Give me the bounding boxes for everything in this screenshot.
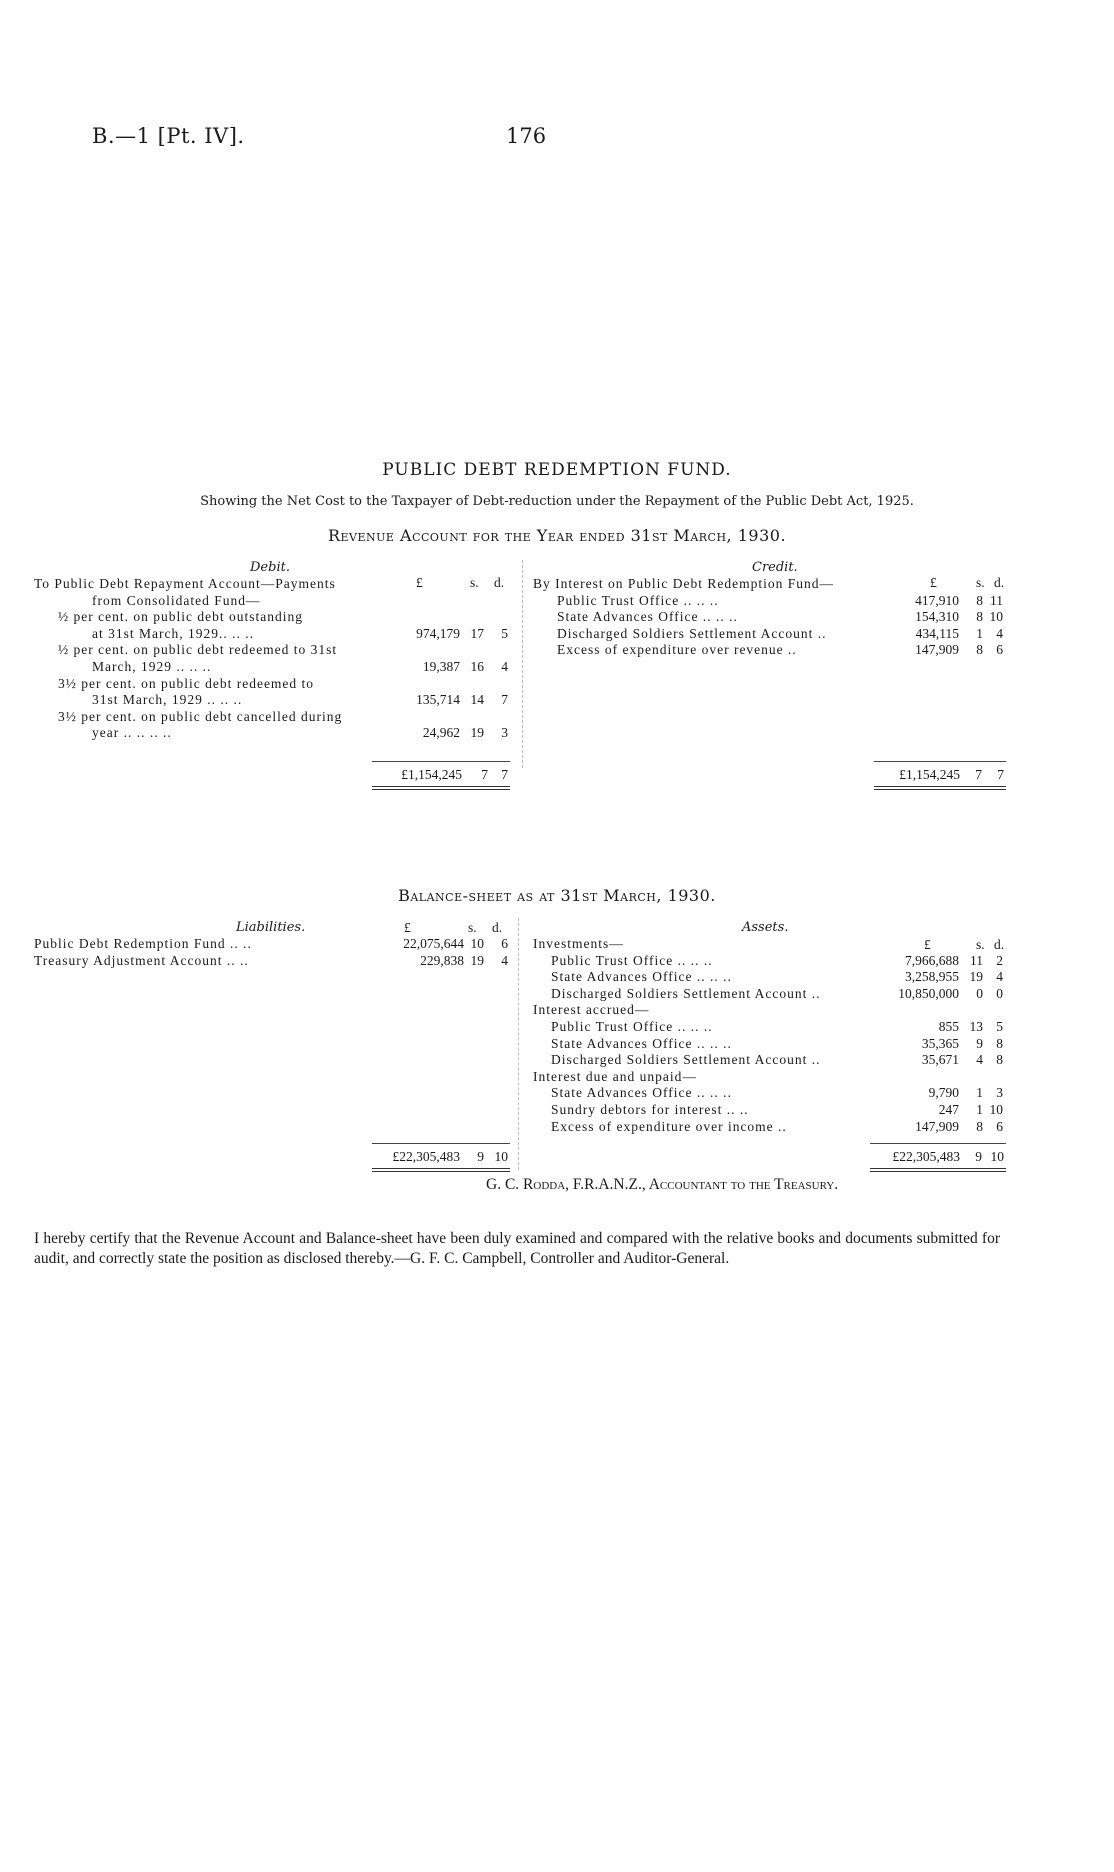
assets-heading: Assets. [742, 920, 789, 935]
ledger-line-text: Discharged Soldiers Settlement Account .. [551, 985, 821, 1001]
ledger-pence: 8 [996, 1035, 1003, 1051]
liabilities-pound-header: £ [404, 920, 411, 935]
credit-d-header: d. [994, 575, 1005, 590]
credit-total-s: 7 [975, 767, 982, 782]
ledger-pounds: 135,714 [416, 692, 460, 708]
ledger-shillings: 19 [470, 725, 484, 741]
ledger-shillings: 8 [976, 1118, 983, 1134]
assets-total-d: 10 [990, 1149, 1004, 1164]
ledger-pounds: 22,075,644 [403, 936, 464, 951]
ledger-line-text: Public Debt Redemption Fund .. .. [34, 936, 252, 951]
assets-s-header: s. [976, 937, 985, 952]
ledger-line-text: from Consolidated Fund— [92, 592, 261, 608]
ledger-pounds: 19,387 [422, 659, 460, 674]
ledger-line-text: at 31st March, 1929.. .. .. [92, 625, 254, 641]
ledger-line-text: Investments— [533, 936, 624, 951]
ledger-pence: 3 [996, 1085, 1003, 1101]
credit-heading: Credit. [752, 560, 798, 575]
ledger-pence: 10 [989, 609, 1003, 625]
fund-title: PUBLIC DEBT REDEMPTION FUND. [382, 460, 732, 480]
assets-total-s: 9 [975, 1149, 982, 1164]
ledger-line-text: State Advances Office .. .. .. [557, 609, 738, 625]
credit-pound-header: £ [930, 575, 937, 590]
revenue-column-divider [522, 560, 523, 768]
revenue-account-title: Revenue Account for the Year ended 31st March, 1930. [327, 526, 787, 545]
ledger-shillings: 11 [970, 952, 983, 968]
ledger-pence: 8 [996, 1052, 1003, 1068]
assets-d-header: d. [994, 937, 1005, 952]
document-reference: B.—1 [Pt. IV]. [92, 124, 245, 148]
ledger-pence: 5 [996, 1019, 1003, 1034]
liabilities-total-rule [372, 1143, 510, 1144]
ledger-line-text: Treasury Adjustment Account .. .. [34, 952, 249, 968]
ledger-line-text: Public Trust Office .. .. .. [551, 952, 713, 968]
ledger-pounds: 24,962 [422, 725, 460, 741]
ledger-line-text: 3½ per cent. on public debt cancelled during [58, 708, 343, 724]
ledger-pounds: 10,850,000 [898, 985, 959, 1001]
ledger-line-text: State Advances Office .. .. .. [551, 969, 732, 985]
ledger-line-text: Interest accrued— [533, 1002, 650, 1018]
liabilities-s-header: s. [468, 920, 477, 935]
audit-certification: I hereby certify that the Revenue Account and Balance-sheet have been duly examined and compared with the relative books and documents submitted for audit, and correctly state the position as disclosed thereby.—G. F. C. Campbell, Controller and Auditor-General. [34, 1230, 1000, 1267]
assets-pound-header: £ [924, 937, 931, 952]
ledger-pounds: 35,365 [921, 1035, 959, 1051]
credit-total-pounds: £1,154,245 [899, 767, 960, 782]
ledger-shillings: 10 [470, 936, 484, 951]
ledger-line-text: State Advances Office .. .. .. [551, 1035, 732, 1051]
ledger-pence: 3 [501, 725, 508, 741]
assets-total-rule [870, 1143, 1006, 1144]
ledger-pounds: 229,838 [420, 952, 464, 968]
debit-total-d: 7 [501, 767, 508, 782]
ledger-line-text: March, 1929 .. .. .. [92, 659, 212, 674]
ledger-pence: 0 [996, 985, 1003, 1001]
ledger-shillings: 19 [969, 969, 983, 985]
credit-total-rule [874, 761, 1006, 762]
page-number: 176 [506, 124, 547, 148]
ledger-shillings: 4 [976, 1052, 983, 1068]
ledger-line-text: Discharged Soldiers Settlement Account .. [557, 625, 827, 641]
ledger-pounds: 35,671 [921, 1052, 959, 1068]
ledger-pounds: 3,258,955 [905, 969, 959, 985]
ledger-shillings: 8 [976, 642, 983, 658]
credit-total-double-rule [874, 786, 1006, 790]
ledger-pence: 4 [501, 952, 508, 968]
debit-pound-header: £ [416, 575, 423, 590]
fund-subtitle: Showing the Net Cost to the Taxpayer of Debt-reduction under the Repayment of the Public Debt Act, 1925. [200, 494, 914, 509]
ledger-pounds: 247 [938, 1102, 959, 1117]
ledger-pounds: 154,310 [915, 609, 959, 625]
debit-total-rule [372, 761, 510, 762]
ledger-line-text: year .. .. .. .. [92, 725, 172, 741]
ledger-pence: 4 [996, 625, 1003, 641]
ledger-pence: 2 [996, 952, 1003, 968]
assets-total-double-rule [870, 1168, 1006, 1172]
ledger-line-text: Excess of expenditure over income .. [551, 1118, 787, 1134]
liabilities-total-d: 10 [494, 1149, 508, 1164]
liabilities-total-pounds: £22,305,483 [392, 1149, 460, 1164]
balance-sheet-title: Balance-sheet as at 31st March, 1930. [398, 886, 716, 905]
credit-total-d: 7 [997, 767, 1004, 782]
ledger-pence: 6 [501, 936, 508, 951]
ledger-pounds: 417,910 [915, 592, 959, 608]
ledger-shillings: 9 [976, 1035, 983, 1051]
ledger-line-text: By Interest on Public Debt Redemption Fund— [533, 576, 834, 591]
ledger-pence: 4 [501, 659, 508, 674]
ledger-shillings: 16 [470, 659, 484, 674]
accountant-signature: G. C. Rodda, F.R.A.N.Z., Accountant to the Treasury. [486, 1176, 839, 1193]
debit-total-pounds: £1,154,245 [401, 767, 462, 782]
ledger-pence: 6 [996, 1118, 1003, 1134]
ledger-shillings: 8 [976, 609, 983, 625]
ledger-shillings: 1 [976, 625, 983, 641]
ledger-pence: 4 [996, 969, 1003, 985]
credit-s-header: s. [976, 575, 985, 590]
ledger-shillings: 0 [976, 985, 983, 1001]
ledger-shillings: 1 [976, 1102, 983, 1117]
debit-total-s: 7 [481, 767, 488, 782]
ledger-pounds: 147,909 [915, 1118, 959, 1134]
ledger-line-text: State Advances Office .. .. .. [551, 1085, 732, 1101]
ledger-line-text: 31st March, 1929 .. .. .. [92, 692, 243, 708]
liabilities-d-header: d. [492, 920, 503, 935]
ledger-shillings: 17 [470, 625, 484, 641]
ledger-pence: 11 [990, 592, 1003, 608]
ledger-line-text: 3½ per cent. on public debt redeemed to [58, 675, 315, 691]
ledger-line-text: ½ per cent. on public debt redeemed to 31st [58, 642, 338, 658]
ledger-line-text: Sundry debtors for interest .. .. [551, 1102, 749, 1117]
ledger-shillings: 8 [976, 592, 983, 608]
debit-s-header: s. [470, 575, 479, 590]
ledger-shillings: 13 [969, 1019, 983, 1034]
ledger-shillings: 1 [976, 1085, 983, 1101]
debit-heading: Debit. [250, 560, 290, 575]
ledger-pounds: 434,115 [915, 625, 959, 641]
ledger-pence: 10 [989, 1102, 1003, 1117]
ledger-shillings: 14 [470, 692, 484, 708]
ledger-pounds: 974,179 [416, 625, 460, 641]
ledger-pounds: 7,966,688 [905, 952, 959, 968]
ledger-pounds: 9,790 [928, 1085, 959, 1101]
ledger-pence: 6 [996, 642, 1003, 658]
ledger-line-text: Excess of expenditure over revenue .. [557, 642, 797, 658]
ledger-pence: 5 [501, 625, 508, 641]
ledger-line-text: Interest due and unpaid— [533, 1068, 697, 1084]
liabilities-total-double-rule [372, 1168, 510, 1172]
ledger-pounds: 855 [938, 1019, 959, 1034]
ledger-pence: 7 [501, 692, 508, 708]
ledger-line-text: Discharged Soldiers Settlement Account .. [551, 1052, 821, 1068]
debit-total-double-rule [372, 786, 510, 790]
liabilities-heading: Liabilities. [236, 920, 306, 935]
assets-total-pounds: £22,305,483 [892, 1149, 960, 1164]
balance-column-divider [518, 918, 519, 1170]
ledger-line-text: To Public Debt Repayment Account—Payments [34, 576, 336, 591]
debit-d-header: d. [494, 575, 505, 590]
ledger-pounds: 147,909 [915, 642, 959, 658]
ledger-line-text: ½ per cent. on public debt outstanding [58, 609, 303, 625]
ledger-line-text: Public Trust Office .. .. .. [551, 1019, 713, 1034]
ledger-shillings: 19 [470, 952, 484, 968]
ledger-line-text: Public Trust Office .. .. .. [557, 592, 719, 608]
liabilities-total-s: 9 [477, 1149, 484, 1164]
